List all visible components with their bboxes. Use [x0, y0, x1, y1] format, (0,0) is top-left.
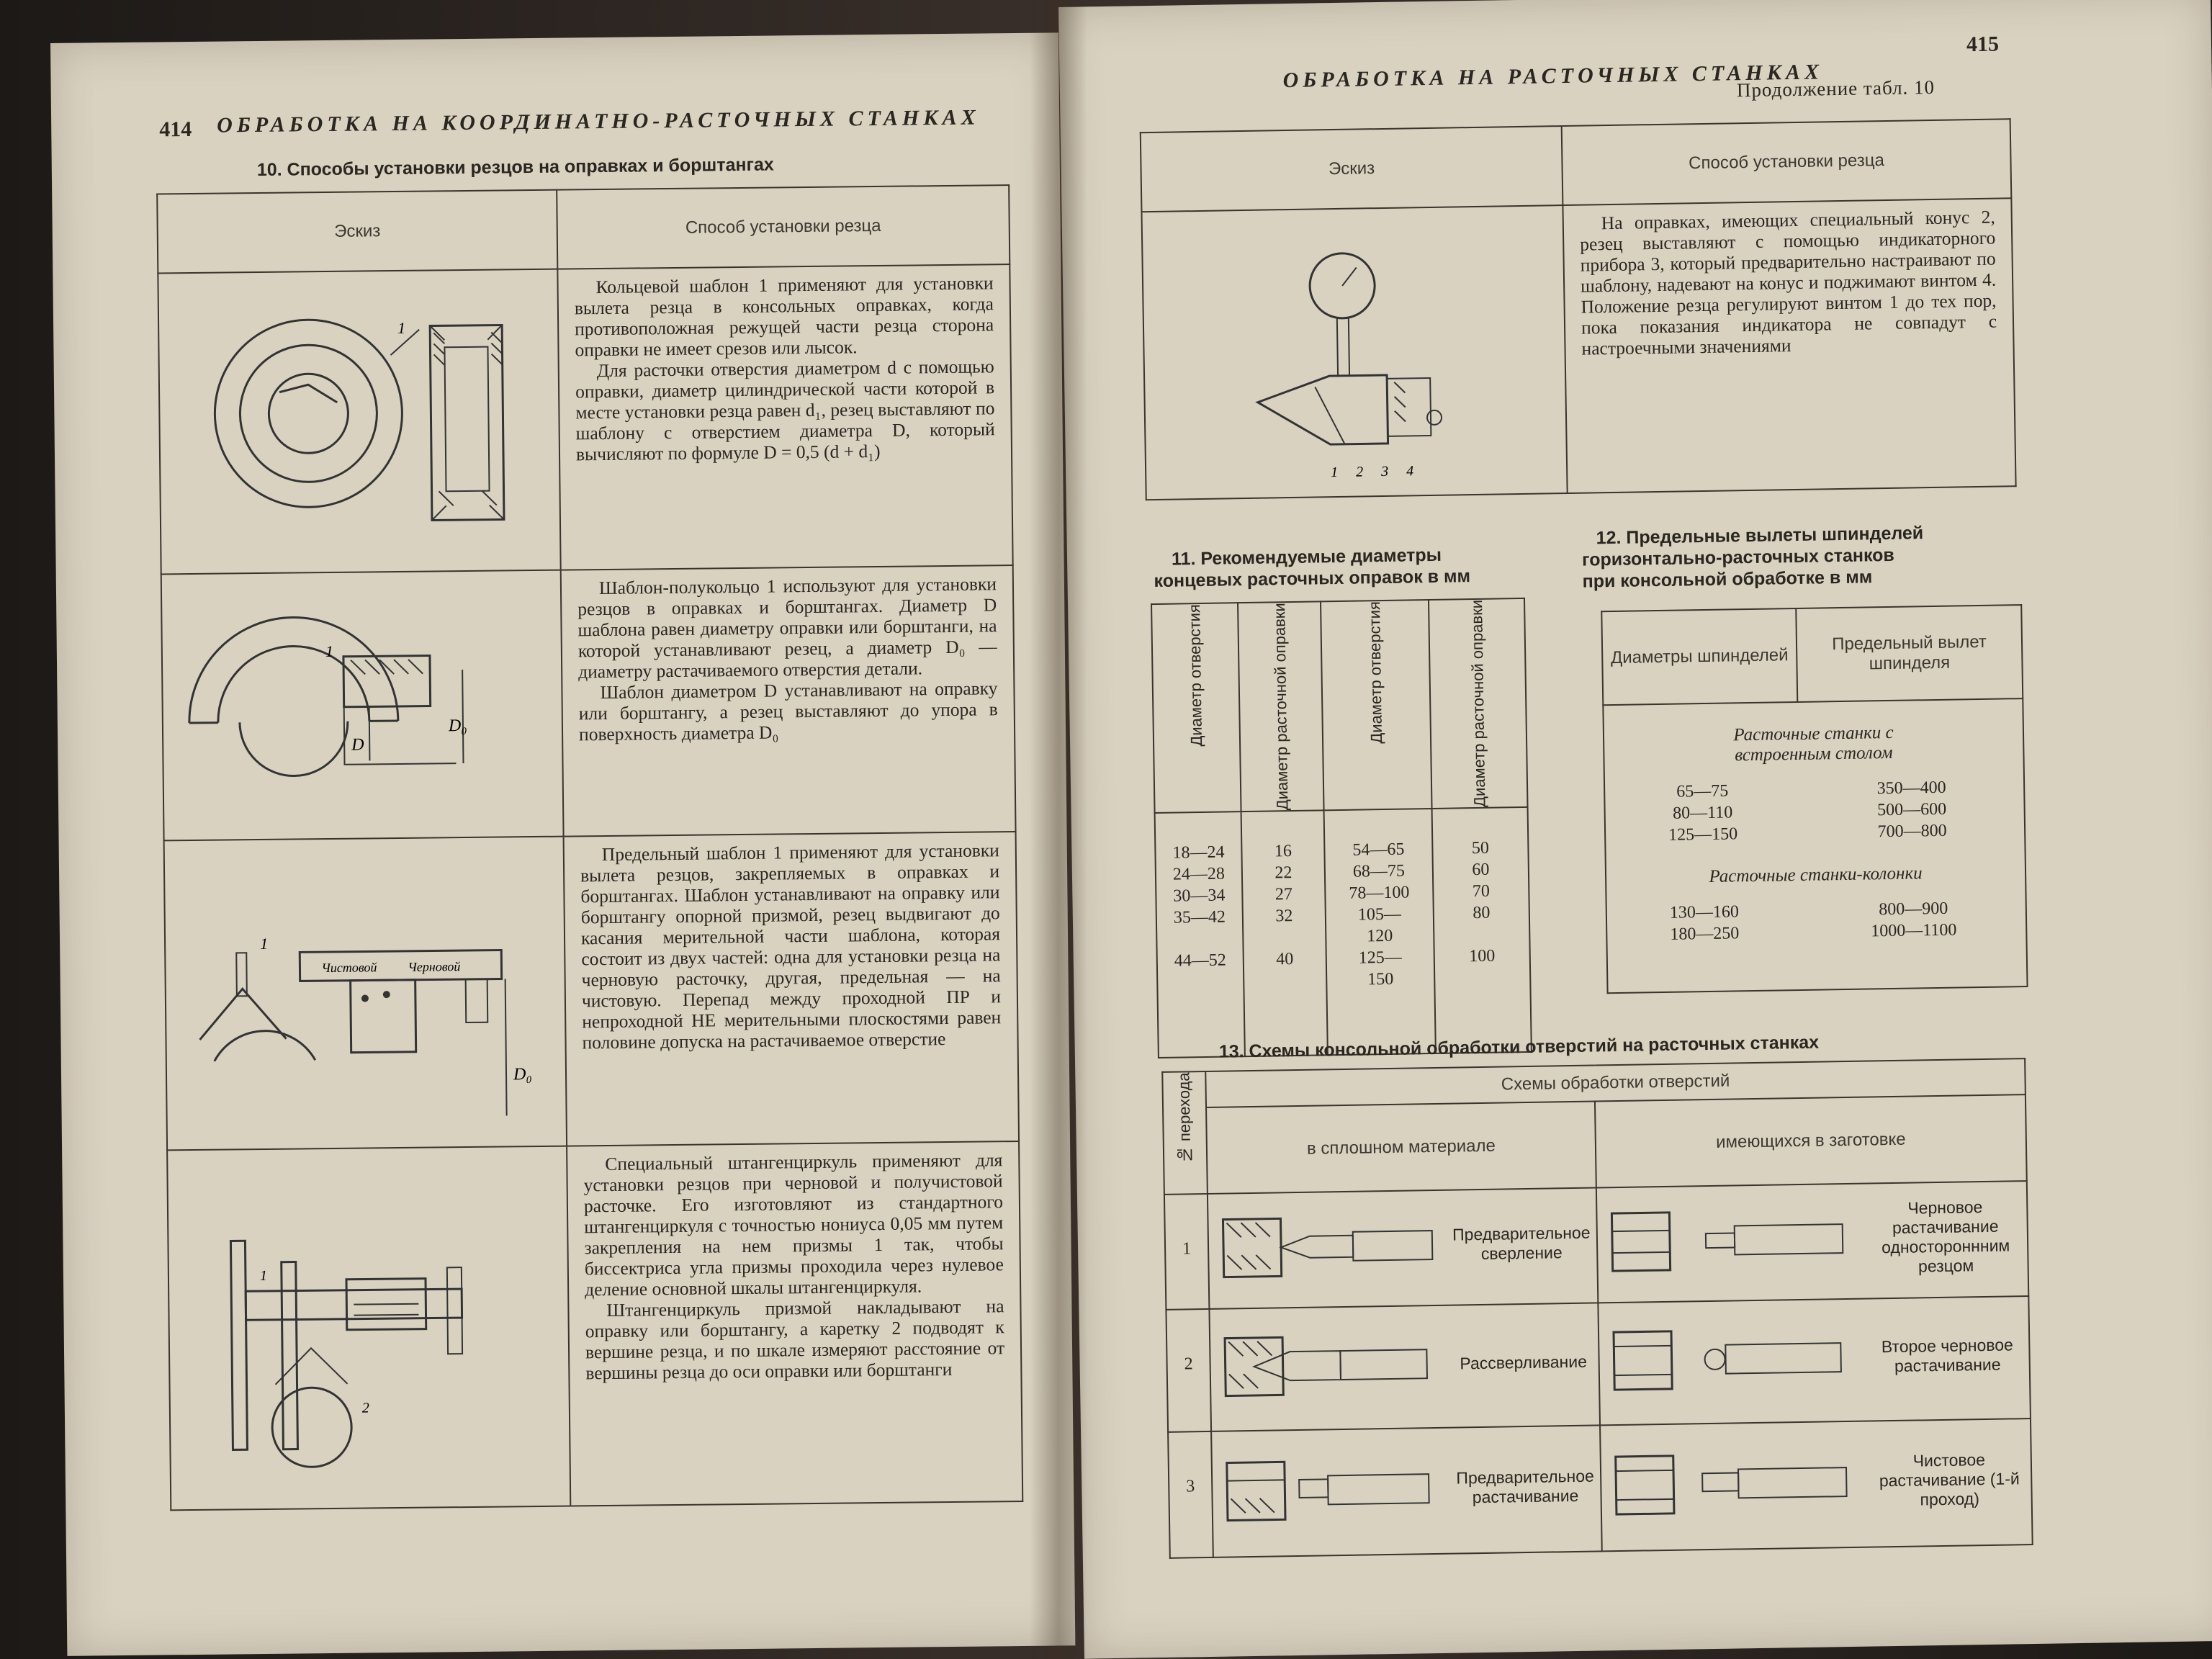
table-cell: 68—75 [1352, 861, 1406, 881]
half-ring-template-sketch [161, 570, 564, 841]
sketch-label: 1 [259, 1267, 268, 1285]
table-row [161, 565, 1016, 840]
table-cell: 125—150 [1668, 824, 1738, 845]
table12-header: Предельный вылет шпинделя [1796, 605, 2023, 702]
table11-header: Диаметр расточной оправки [1467, 599, 1489, 808]
table13 [1161, 1058, 2033, 1559]
table-row [167, 1141, 1022, 1510]
table13-title: 13. Схемы консольной обработки отверстий на расточных станках [1218, 1032, 1820, 1062]
table11-header: Диаметр отверстия [1185, 603, 1206, 747]
table11-title-line1: 11. Рекомендуемые диаметры [1171, 544, 1442, 570]
method-text: Штангенциркуль призмой накладывают на оправку или борштангу, а каретку 2 подводят к вершине резца, и по шкале измеряют расстояние от вершины резца до оси оправки или борштанги [585, 1295, 1005, 1384]
table-cell: 65—75 [1676, 781, 1729, 801]
caliper-sketch [167, 1146, 570, 1511]
table-cell: 80—110 [1672, 803, 1733, 823]
table-cell: 700—800 [1877, 821, 1947, 842]
table-row [1141, 198, 2015, 500]
table-cell: 2 [1166, 1309, 1211, 1432]
sketch-label: 2 [361, 1400, 369, 1416]
ring-template-sketch [158, 269, 560, 575]
table10-col-sketch: Эскиз [157, 190, 557, 274]
table-cell: 50 [1471, 838, 1490, 858]
sketch-label: Черновой [408, 959, 461, 974]
table12 [1601, 604, 2028, 994]
table-cell: 125—150 [1358, 948, 1402, 989]
right-page [1058, 0, 2212, 1659]
method-text: Для расточки отверстия диаметром d с помощью оправки, диаметр цилиндрической части которой в месте установки резца равен d₁, резец выставляют по шаблону с отверстием диаметра D, который вычисляют по формуле D = 0,5 (d + d₁) [575, 356, 995, 465]
sketch-label: 4 [1406, 463, 1414, 480]
sketch-label: D₀ [448, 716, 467, 736]
continuation-label: Продолжение табл. 10 [1736, 76, 1936, 102]
table12-title-line3: при консольной обработке в мм [1582, 567, 1873, 592]
table12-group1: Расточные станки с встроенным столом [1733, 722, 1894, 765]
method-text: На оправках, имеющих специальный конус 2, резец выставляют с помощью индикаторного прибора 3, который предварительно настраивают по шаблону, надевают на конус и поджимают винтом 4. Положение резца регулируют винтом 1 до тех пор, пока показания индикатора не совпадут с настроечными значениями [1580, 206, 1997, 359]
table-cell: 22 [1274, 863, 1292, 883]
table11 [1151, 598, 1532, 1058]
table13-col-solid: в сплошном материале [1206, 1101, 1596, 1193]
sketch-label: Чистовой [321, 960, 377, 976]
table-cell: 1 [1164, 1194, 1210, 1310]
table13-col-existing: имеющихся в заготовке [1595, 1094, 2027, 1187]
table-cell: Предварительное растачивание [1456, 1466, 1595, 1506]
sketch-label: 1 [397, 318, 406, 337]
table10 [156, 184, 1023, 1511]
table12-title-line1: 12. Предельные вылеты шпинделей [1596, 523, 1924, 549]
table-cell: 24—28 [1172, 864, 1226, 884]
page-number-right: 415 [1966, 32, 2000, 57]
table-row [1164, 1181, 2028, 1310]
table-cell: 30—34 [1173, 886, 1226, 906]
table-cell: 1000—1100 [1871, 920, 1957, 941]
table10-continued [1140, 118, 2017, 500]
table10-col-method: Способ установки резца [557, 185, 1010, 269]
table-cell: Черновое растачивание одностороннним резцом [1881, 1197, 2010, 1276]
sketch-label: 1 [325, 642, 333, 661]
table-cell: 180—250 [1670, 924, 1740, 944]
table-cell: 80 [1473, 903, 1491, 923]
table12-group2: Расточные станки-колонки [1709, 863, 1923, 886]
table-cell: 35—42 [1173, 907, 1226, 927]
table12-title-line2: горизонтально-расточных станков [1581, 544, 1895, 570]
sketch-label: 1 [1331, 464, 1339, 481]
table-row [1155, 807, 1532, 1058]
table-cell: 100 [1469, 946, 1496, 966]
sketch-label: D₀ [513, 1065, 532, 1084]
table-cell: 105—120 [1357, 904, 1402, 946]
table-cell: 32 [1275, 907, 1293, 926]
table-cell: Предварительное сверление [1452, 1223, 1591, 1263]
rough-boring-scheme-icon [1597, 1195, 1865, 1286]
table10-col-method: Способ установки резца [1562, 119, 2012, 205]
second-rough-boring-scheme-icon [1599, 1314, 1867, 1405]
table-cell: 130—160 [1669, 902, 1740, 922]
table11-header: Диаметр отверстия [1365, 601, 1386, 744]
table-row [1166, 1296, 2031, 1432]
table-cell: 350—400 [1876, 778, 1946, 799]
table-cell: 16 [1274, 842, 1292, 861]
table-cell: 70 [1472, 881, 1491, 902]
table-cell: 40 [1276, 950, 1294, 969]
limit-template-sketch [164, 837, 567, 1151]
table-cell: 800—900 [1879, 899, 1948, 920]
table12-header: Диаметры шпинделей [1601, 608, 1797, 705]
indicator-sketch [1141, 205, 1567, 500]
page-number-left: 414 [159, 117, 192, 142]
table11-title-line2: концевых расточных оправок в мм [1154, 566, 1471, 592]
table-cell: Второе черновое растачивание [1881, 1335, 2014, 1375]
pre-boring-scheme-icon [1212, 1444, 1451, 1534]
table-row [1603, 698, 2027, 993]
table10-col-sketch: Эскиз [1141, 126, 1563, 212]
table-row [1168, 1419, 2033, 1558]
table-cell: 78—100 [1349, 883, 1410, 903]
sketch-label: 1 [259, 934, 269, 953]
left-page [50, 32, 1075, 1656]
table-cell: 54—65 [1352, 840, 1405, 860]
table-cell: 18—24 [1172, 842, 1225, 863]
method-text: Предельный шаблон 1 применяют для установки вылета резцов, закрепляемых в оправках и борштангах. Шаблон устанавливают на оправку или борштангу опорной призмой, резец выдвигают до касания мерительной части шаблона, которая состоит из двух частей: одна для установки резца на черновую расточку, другая, предельная — на чистовую. Перепад между проходной ПР и непроходной НЕ мерительными плоскостями равен половине допуска на растачиваемое отверстие [580, 840, 1002, 1053]
reaming-scheme-icon [1210, 1321, 1449, 1411]
table-cell: Рассверливание [1460, 1352, 1588, 1372]
table-cell: 44—52 [1174, 950, 1227, 971]
table-row [164, 832, 1019, 1150]
running-head-left: ОБРАБОТКА НА КООРДИНАТНО-РАСТОЧНЫХ СТАНКАХ [217, 105, 980, 138]
table11-header: Диаметр расточной оправки [1269, 603, 1292, 811]
running-head-right: ОБРАБОТКА НА РАСТОЧНЫХ СТАНКАХ [1282, 60, 1824, 93]
table-cell: Чистовое растачивание (1-й проход) [1879, 1450, 2020, 1509]
sketch-label: 3 [1381, 463, 1389, 480]
sketch-label: D [351, 735, 364, 755]
table-cell: 27 [1274, 885, 1293, 904]
method-text: Шаблон диаметром D устанавливают на оправку или борштангу, а резец выставляют до упора в поверхность диаметра D₀ [578, 678, 998, 745]
method-text: Специальный штангенциркуль применяют для установки резцов при черновой и получистовой расточке. Его изготовляют из стандартного штангенциркуля с точностью нониуса 0,05 мм путем закрепления на нем призмы 1 так, чтобы биссектриса угла призмы проходила через нулевое деление основной шкалы штангенциркуля. [583, 1149, 1004, 1300]
table-cell: 3 [1168, 1431, 1213, 1558]
table-cell: 500—600 [1876, 799, 1947, 820]
method-text: Кольцевой шаблон 1 применяют для установки вылета резца в консольных оправках, когда противоположная режущей части резца сторона оправки не имеет срезов или лысок. [574, 272, 994, 361]
method-text: Шаблон-полукольцо 1 используют для установки резцов в оправках и борштангах. Диаметр D шаблона равен диаметру оправки или борштанги, на которой устанавливают резец, а диаметр D₀ — диаметру растачиваемого отверстия детали. [577, 573, 997, 683]
sketch-label: 2 [1356, 464, 1364, 480]
table-row [158, 264, 1012, 574]
finish-boring-scheme-icon [1601, 1438, 1869, 1529]
drilling-scheme-icon [1208, 1202, 1447, 1292]
table-cell: 60 [1472, 860, 1490, 880]
table10-title: 10. Способы установки резцов на оправках и борштангах [256, 154, 774, 181]
table13-col-num: № перехода [1174, 1072, 1195, 1164]
table13-col-schemes: Схемы обработки отверстий [1205, 1058, 2026, 1107]
